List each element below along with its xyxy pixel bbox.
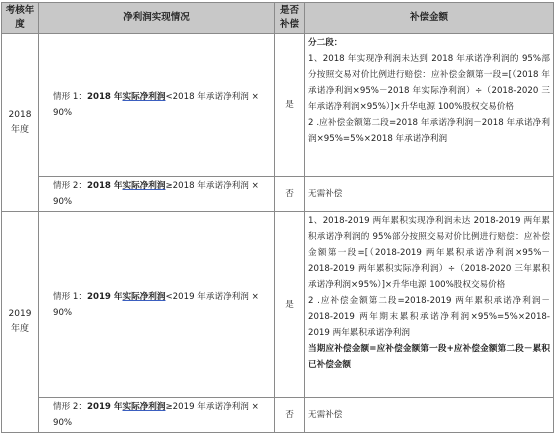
comp-flag: 否 — [275, 398, 305, 433]
comp-line: 当期应补偿金额=应补偿金额第一段+应补偿金额第二段－累积已补偿金额 — [308, 344, 550, 370]
comp-line: 无需补偿 — [308, 189, 343, 199]
case-prefix: 情形 1： — [53, 92, 87, 102]
comp-line: 分二段： — [308, 38, 343, 48]
comp-flag: 否 — [275, 177, 305, 212]
year-cell-2019: 2019 年度 — [2, 212, 39, 433]
case-condition: ≥2018 年承诺净利润 × 90% — [53, 181, 259, 207]
case-actual-profit: 实际净利润 — [122, 92, 166, 102]
comp-line: 2 .应补偿金额第二段=2018-2019 两年累积承诺净利润－2018-2019 两年期末累积承诺净利润×95%=5%×2018-2019 两年累积承诺净利润 — [308, 296, 550, 338]
case-cell — [39, 34, 275, 177]
case-prefix: 情形 1： — [53, 291, 87, 302]
header-amount: 补偿金额 — [305, 3, 554, 34]
table-row — [2, 34, 554, 177]
comp-amount-cell — [305, 212, 554, 398]
compensation-table — [1, 2, 554, 433]
comp-line: 1、2018 年实现净利润未达到 2018 年承诺净利润的 95%部分按照交易对价比例进行赔偿：应补偿金额第一段=[（2018 年承诺净利润×95%－2018 年实际净利润）÷（2018-2020 三年承诺净利润×95%）]×升华电源 100%股权交易价格 — [308, 54, 550, 112]
table-row — [2, 212, 554, 398]
case-condition: <2018 年承诺净利润 × 90% — [53, 92, 259, 118]
case-cell — [39, 212, 275, 398]
comp-flag: 是 — [275, 212, 305, 398]
case-actual-profit: 实际净利润 — [122, 291, 166, 302]
year-cell-2018: 2018 年度 — [2, 34, 39, 212]
comp-line: 2 .应补偿金额第二段=2018 年承诺净利润－2018 年承诺净利润×95%=5%×2018 年承诺净利润 — [308, 118, 550, 144]
case-prefix: 情形 2： — [53, 181, 87, 191]
case-condition: ≥2019 年承诺净利润 × 90% — [53, 402, 259, 428]
comp-amount-cell — [305, 177, 554, 212]
case-year: 2018 年 — [86, 92, 123, 102]
comp-amount-cell — [305, 398, 554, 433]
case-prefix: 情形 2： — [53, 402, 87, 412]
comp-flag: 是 — [275, 34, 305, 177]
case-cell — [39, 398, 275, 433]
table-row — [2, 177, 554, 212]
comp-amount-cell — [305, 34, 554, 177]
case-year: 2019 年 — [86, 291, 123, 302]
case-year: 2018 年 — [86, 181, 123, 191]
case-actual-profit: 实际净利润 — [122, 181, 166, 191]
comp-line: 1、2018-2019 两年累积实现净利润未达 2018-2019 两年累积承诺净利润的 95%部分按照交易对价比例进行赔偿：应补偿金额第一段=[（2018-2019 两年累积承诺净利润×95%－2018-2019 两年累积实际净利润）÷（2018-2020 三年累积承诺净利润×95%）]×升华电源 100%股权交易价格 — [308, 216, 550, 290]
header-net-profit: 净利润实现情况 — [39, 3, 275, 34]
table-row — [2, 398, 554, 433]
case-year: 2019 年 — [86, 402, 123, 412]
comp-line: 无需补偿 — [308, 410, 343, 420]
case-actual-profit: 实际净利润 — [122, 402, 166, 412]
case-condition: <2019 年承诺净利润 × 90% — [53, 291, 259, 318]
header-is-comp: 是否补偿 — [275, 3, 305, 34]
header-row — [2, 3, 554, 34]
header-year: 考核年度 — [2, 3, 39, 34]
case-cell — [39, 177, 275, 212]
